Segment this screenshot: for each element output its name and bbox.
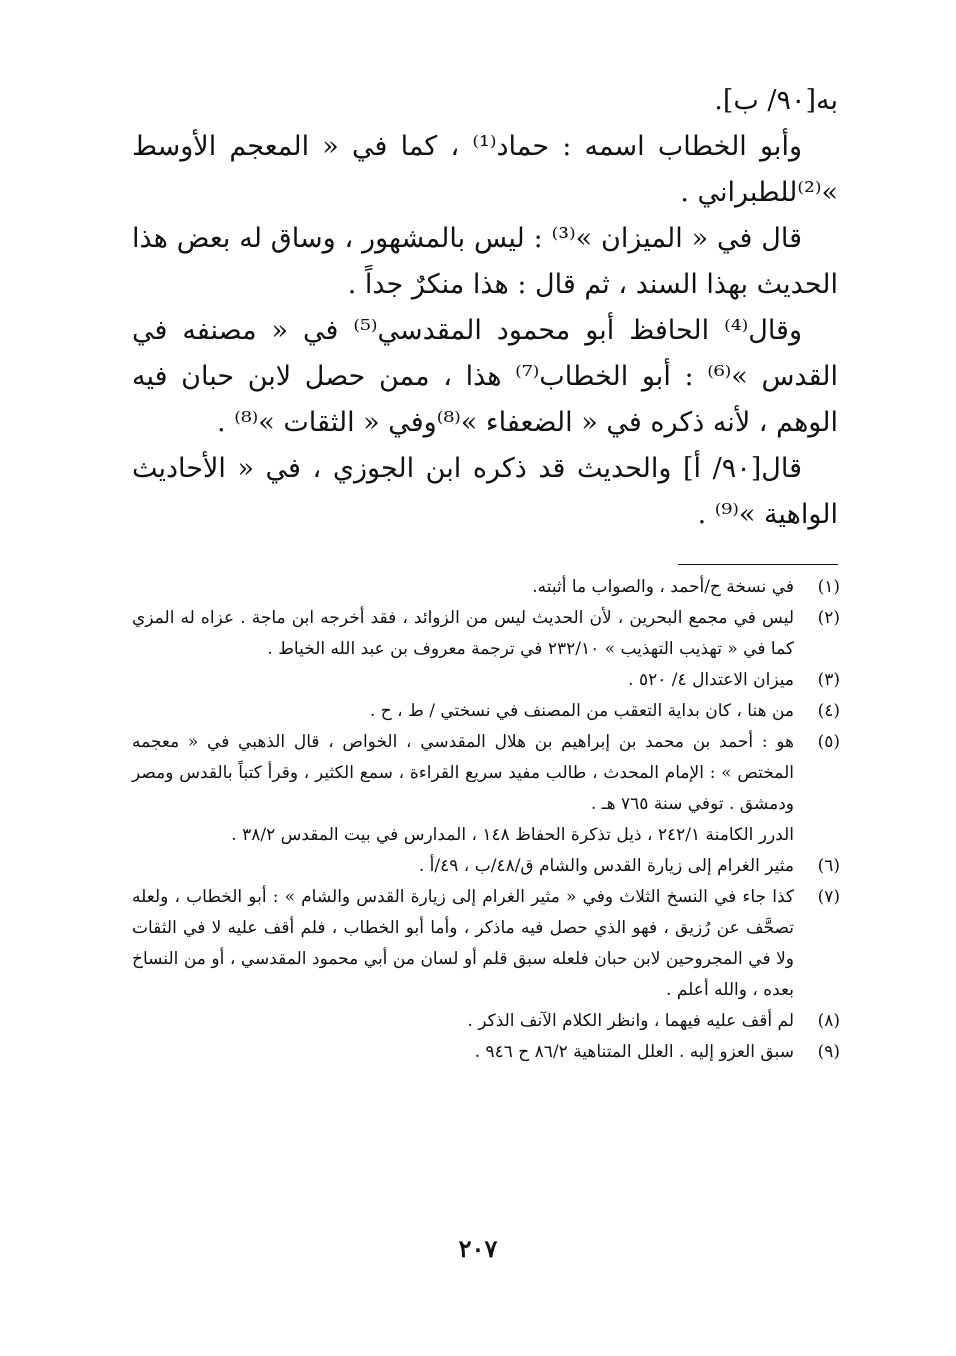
footnote-2 bbox=[132, 603, 840, 665]
paragraph-2: قال في « الميزان »⁽³⁾ : ليس بالمشهور ، وساق له بعض هذا الحديث بهذا السند ، ثم قال : هذا منكرٌ جداً . bbox=[132, 223, 838, 300]
paragraph-0: به[٩٠/ ب]. bbox=[714, 85, 838, 116]
footnote-5 bbox=[132, 727, 840, 820]
main-text bbox=[132, 78, 838, 538]
footnote-number: (١) bbox=[817, 577, 840, 597]
footnote-text: ليس في مجمع البحرين ، لأن الحديث ليس من الزوائد ، فقد أخرجه ابن ماجة . عزاه له المزي كما في « تهذيب التهذيب » ٢٣٢/١٠ في ترجمة معروف بن عبد الله الخياط . bbox=[132, 608, 794, 659]
footnote-text: هو : أحمد بن محمد بن إبراهيم بن هلال المقدسي ، الخواص ، قال الذهبي في « معجمه المختص » : الإمام المحدث ، طالب مفيد سريع القراءة ، سمع الكثير ، وقرأ كتباً بالقدس ومصر ودمشق . توفي سنة ٧٦٥ هـ . bbox=[132, 732, 794, 814]
paragraph-4: قال[٩٠/ أ] والحديث قد ذكره ابن الجوزي ، في « الأحاديث الواهية »⁽⁹⁾ . bbox=[132, 453, 838, 530]
footnote-5-references: الدرر الكامنة ٢٤٢/١ ، ذيل تذكرة الحفاظ ١٤٨ ، المدارس في بيت المقدس ٣٨/٢ . bbox=[231, 825, 794, 845]
footnote-text: سبق العزو إليه . العلل المتناهية ٨٦/٢ ح ٩٤٦ . bbox=[474, 1042, 794, 1062]
footnote-4 bbox=[132, 696, 840, 727]
footnote-text: في نسخة ح/أحمد ، والصواب ما أثبته. bbox=[532, 577, 794, 597]
footnote-text: ميزان الاعتدال ٤/ ٥٢٠ . bbox=[628, 670, 794, 690]
footnote-text: كذا جاء في النسخ الثلاث وفي « مثير الغرام إلى زيارة القدس والشام » : أبو الخطاب ، ولعله تصحَّف عن رُزيق ، فهو الذي حصل فيه ماذكر ، وأما أبو الخطاب ، فلم أقف عليه لا في الثقات ولا في المجروحين لابن حبان فلعله سبق قلم أو لسان من أبي محمود المقدسي ، أو من النساخ بعده ، والله أعلم . bbox=[132, 887, 794, 1000]
footnote-text: لم أقف عليه فيهما ، وانظر الكلام الآنف الذكر . bbox=[467, 1011, 794, 1031]
footnote-6 bbox=[132, 851, 840, 882]
footnote-number: (٨) bbox=[817, 1011, 840, 1031]
footnote-7 bbox=[132, 882, 840, 1006]
footnote-number: (٦) bbox=[817, 856, 840, 876]
footnote-9 bbox=[132, 1037, 840, 1068]
footnote-number: (٩) bbox=[817, 1042, 840, 1062]
footnote-number: (٣) bbox=[817, 670, 840, 690]
footnote-8 bbox=[132, 1006, 840, 1037]
footnote-number: (٥) bbox=[817, 732, 840, 752]
footnote-number: (٧) bbox=[817, 887, 840, 907]
footnote-1 bbox=[132, 572, 840, 603]
paragraph-3: وقال⁽⁴⁾ الحافظ أبو محمود المقدسي⁽⁵⁾ في « مصنفه في القدس »⁽⁶⁾ : أبو الخطاب⁽⁷⁾ هذا ، ممن حصل لابن حبان فيه الوهم ، لأنه ذكره في « الضعفاء »⁽⁸⁾وفي « الثقات »⁽⁸⁾ . bbox=[132, 315, 838, 438]
page-number: ٢٠٧ bbox=[458, 1234, 498, 1263]
footnote-text: من هنا ، كان بداية التعقب من المصنف في نسختي / ط ، ح . bbox=[370, 701, 794, 721]
paragraph-1: وأبو الخطاب اسمه : حماد⁽¹⁾ ، كما في « المعجم الأوسط »⁽²⁾للطبراني . bbox=[132, 131, 838, 208]
footnote-text: مثير الغرام إلى زيارة القدس والشام ق/٤٨/ب ، ٤٩/أ . bbox=[418, 856, 794, 876]
footnote-separator bbox=[678, 564, 838, 565]
footnote-number: (٢) bbox=[817, 608, 840, 628]
footnotes bbox=[132, 572, 840, 1068]
footnote-3 bbox=[132, 665, 840, 696]
footnote-number: (٤) bbox=[817, 701, 840, 721]
